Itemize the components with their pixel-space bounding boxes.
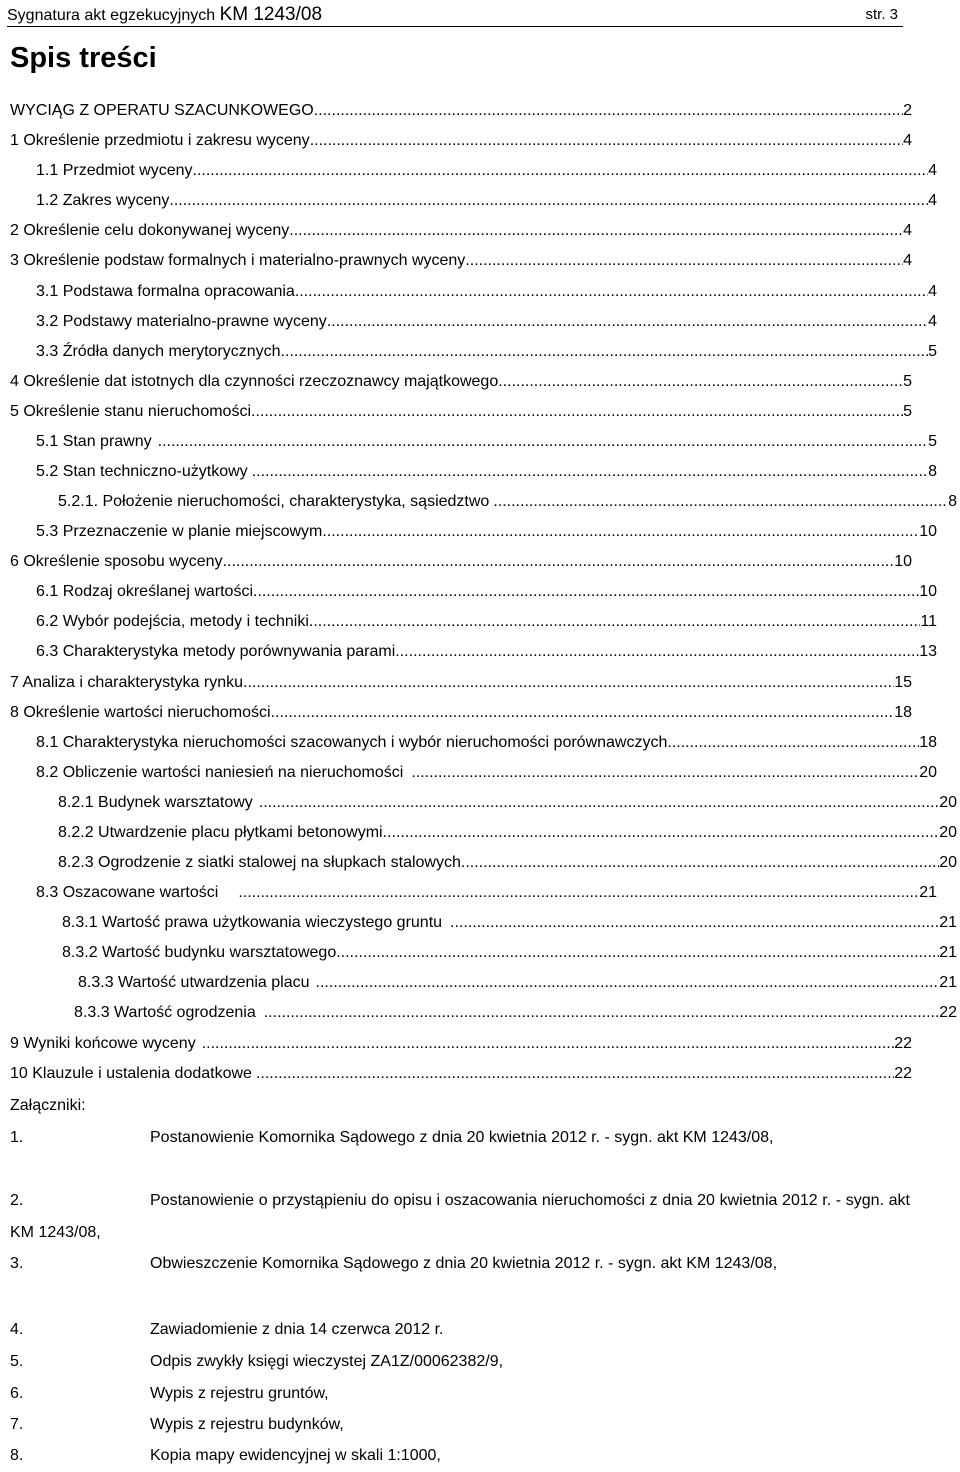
toc-entry-page: 18 [894, 704, 912, 721]
toc-leader-dots [158, 431, 928, 453]
toc-entry-label: 1.1 Przedmiot wyceny [36, 162, 193, 179]
toc-entry[interactable] [36, 882, 937, 904]
toc-leader-dots [309, 611, 921, 633]
toc-entry[interactable] [36, 521, 937, 543]
attachment-item [10, 1248, 910, 1280]
attachment-item [10, 1185, 910, 1249]
toc-entry[interactable] [36, 281, 937, 303]
toc-leader-dots [450, 912, 939, 934]
toc-leader-dots [336, 942, 939, 964]
toc-entry-page: 21 [939, 974, 957, 991]
toc-leader-dots [252, 461, 928, 483]
toc-leader-dots [411, 762, 919, 784]
toc-leader-dots [264, 1002, 939, 1024]
toc-entry-page: 10 [894, 553, 912, 570]
toc-entry-label: 2 Określenie celu dokonywanej wyceny [10, 222, 290, 239]
toc-leader-dots [310, 130, 903, 152]
toc-leader-dots [251, 401, 903, 423]
attachment-text: Postanowienie Komornika Sądowego z dnia 20 kwietnia 2012 r. - sygn. akt KM 1243/08, [150, 1129, 774, 1146]
toc-entry-label: 10 Klauzule i ustalenia dodatkowe [10, 1065, 252, 1082]
toc-leader-dots [289, 220, 903, 242]
toc-entry-page: 15 [894, 674, 912, 691]
toc-leader-dots [281, 341, 929, 363]
toc-entry[interactable] [10, 1063, 912, 1085]
toc-entry-label: 8 Określenie wartości nieruchomości [10, 704, 271, 721]
attachment-number: 1. [10, 1129, 24, 1146]
header-title [7, 4, 322, 26]
toc-entry-label: 5.3 Przeznaczenie w planie miejscowym [36, 523, 323, 540]
toc-entry-label: 6.2 Wybór podejścia, metody i techniki [36, 613, 309, 630]
toc-entry-label: 5.2.1. Położenie nieruchomości, charakterystyka, sąsiedztwo [58, 493, 490, 510]
toc-entry[interactable] [36, 431, 937, 453]
toc-leader-dots [259, 792, 939, 814]
toc-entry-page: 20 [939, 854, 957, 871]
header-doc-title-text: Sygnatura akt egzekucyjnych [7, 7, 216, 24]
toc-entry-page: 5 [903, 373, 912, 390]
attachment-text: Wypis z rejestru budynków, [150, 1416, 344, 1433]
toc-entry-page: 21 [939, 944, 957, 961]
toc-entry-page: 13 [919, 643, 937, 660]
toc-leader-dots [314, 100, 903, 122]
toc-entry-page: 18 [919, 734, 937, 751]
toc-entry[interactable] [78, 972, 957, 994]
attachment-item [10, 1122, 910, 1154]
toc-entry[interactable] [36, 611, 937, 633]
attachment-item [10, 1409, 910, 1441]
toc-entry[interactable] [36, 762, 937, 784]
toc-leader-dots [271, 702, 895, 724]
toc-entry-page: 22 [894, 1065, 912, 1082]
toc-entry[interactable] [58, 491, 957, 513]
toc-entry-page: 4 [928, 283, 937, 300]
toc-entry[interactable] [36, 311, 937, 333]
toc-entry[interactable] [36, 160, 937, 182]
toc-entry[interactable] [10, 130, 912, 152]
attachment-item [10, 1314, 910, 1346]
attachment-number: 6. [10, 1385, 24, 1402]
toc-entry[interactable] [58, 822, 957, 844]
toc-entry[interactable] [36, 732, 937, 754]
toc-entry-label: 8.2 Obliczenie wartości naniesień na nieruchomości [36, 764, 404, 781]
toc-entry-label: 8.3 Oszacowane wartości [36, 884, 219, 901]
attachment-number: 7. [10, 1416, 24, 1433]
toc-entry-label: 5.2 Stan techniczno-użytkowy [36, 463, 248, 480]
toc-entry[interactable] [58, 852, 957, 874]
toc-entry[interactable] [74, 1002, 957, 1024]
toc-entry-label: 8.3.3 Wartość utwardzenia placu [78, 974, 310, 991]
toc-entry-label: 7 Analiza i charakterystyka rynku [10, 674, 243, 691]
attachment-text: Obwieszczenie Komornika Sądowego z dnia 20 kwietnia 2012 r. - sygn. akt KM 1243/08, [150, 1255, 778, 1272]
toc-entry-label: WYCIĄG Z OPERATU SZACUNKOWEGO [10, 102, 314, 119]
toc-entry-page: 5 [928, 343, 937, 360]
toc-entry-label: 8.3.2 Wartość budynku warsztatowego [62, 944, 337, 961]
toc-entry-page: 5 [903, 403, 912, 420]
toc-entry-label: 8.2.1 Budynek warsztatowy [58, 794, 253, 811]
toc-entry-label: 4 Określenie dat istotnych dla czynności rzeczoznawcy majątkowego [10, 373, 499, 390]
toc-leader-dots [202, 1033, 895, 1055]
toc-entry-page: 4 [903, 222, 912, 239]
toc-entry-page: 4 [928, 162, 937, 179]
toc-entry-label: 6.3 Charakterystyka metody porównywania parami [36, 643, 396, 660]
toc-entry-page: 20 [939, 794, 957, 811]
toc-leader-dots [395, 641, 919, 663]
toc-entry-label: 6 Określenie sposobu wyceny [10, 553, 223, 570]
toc-entry-page: 4 [928, 192, 937, 209]
toc-entry[interactable] [10, 220, 912, 242]
toc-entry-label: 8.2.3 Ogrodzenie z siatki stalowej na słupkach stalowych [58, 854, 461, 871]
page-header [7, 2, 903, 27]
toc-entry[interactable] [10, 401, 912, 423]
toc-entry-label: 1 Określenie przedmiotu i zakresu wyceny [10, 132, 310, 149]
toc-entry-label: 3.3 Źródła danych merytorycznych [36, 343, 281, 360]
toc-leader-dots [498, 371, 903, 393]
toc-entry-label: 8.3.3 Wartość ogrodzenia [74, 1004, 256, 1021]
toc-leader-dots [667, 732, 919, 754]
toc-leader-dots [461, 852, 939, 874]
toc-entry-label: 1.2 Zakres wyceny [36, 192, 170, 209]
toc-entry-label: 6.1 Rodzaj określanej wartości [36, 583, 253, 600]
toc-leader-dots [316, 972, 940, 994]
toc-entry-page: 4 [903, 132, 912, 149]
toc-entry-label: 5 Określenie stanu nieruchomości [10, 403, 252, 420]
toc-leader-dots [243, 672, 894, 694]
attachment-number: 3. [10, 1255, 24, 1272]
toc-leader-dots [256, 1063, 894, 1085]
toc-entry[interactable] [10, 371, 912, 393]
attachment-number: 8. [10, 1447, 24, 1464]
header-case-number: KM 1243/08 [219, 4, 323, 25]
toc-entry-page: 8 [948, 493, 957, 510]
toc-entry-label: 5.1 Stan prawny [36, 433, 152, 450]
toc-entry-label: 8.3.1 Wartość prawa użytkowania wieczystego gruntu [62, 914, 443, 931]
attachment-text: Wypis z rejestru gruntów, [150, 1385, 329, 1402]
toc-entry-label: 9 Wyniki końcowe wyceny [10, 1035, 196, 1052]
attachment-item [10, 1440, 910, 1472]
toc-entry-page: 8 [928, 463, 937, 480]
toc-entry[interactable] [10, 672, 912, 694]
toc-entry[interactable] [10, 702, 912, 724]
toc-entry-page: 22 [939, 1004, 957, 1021]
toc-entry-label: 3.1 Podstawa formalna opracowania [36, 283, 295, 300]
toc-entry-page: 22 [894, 1035, 912, 1052]
toc-leader-dots [327, 311, 928, 333]
attachment-number: 2. [10, 1192, 24, 1209]
toc-leader-dots [193, 160, 929, 182]
toc-entry[interactable] [10, 250, 912, 272]
attachment-item [10, 1346, 910, 1378]
toc-entry-page: 5 [928, 433, 937, 450]
toc-entry-page: 2 [903, 102, 912, 119]
toc-entry-label: 3 Określenie podstaw formalnych i materialno-prawnych wyceny [10, 252, 466, 269]
toc-leader-dots [383, 822, 940, 844]
attachment-number: 5. [10, 1353, 24, 1370]
attachment-text: Zawiadomienie z dnia 14 czerwca 2012 r. [150, 1321, 444, 1338]
toc-entry-page: 10 [919, 583, 937, 600]
toc-leader-dots [223, 551, 895, 573]
attachment-item [10, 1378, 910, 1410]
attachment-text: Odpis zwykły księgi wieczystej ZA1Z/00062382/9, [150, 1353, 504, 1370]
toc-entry[interactable] [36, 641, 937, 663]
toc-leader-dots [465, 250, 903, 272]
toc-title: Spis treści [10, 42, 157, 74]
attachments-heading: Załączniki: [10, 1097, 86, 1114]
toc-entry-page: 4 [903, 252, 912, 269]
toc-entry-page: 21 [919, 884, 937, 901]
toc-leader-dots [253, 581, 919, 603]
attachment-text: Kopia mapy ewidencyjnej w skali 1:1000, [150, 1447, 441, 1464]
toc-entry[interactable] [10, 1033, 912, 1055]
toc-leader-dots [322, 521, 919, 543]
toc-leader-dots [169, 190, 928, 212]
toc-entry-label: 8.1 Charakterystyka nieruchomości szacowanych i wybór nieruchomości porównawczych [36, 734, 668, 751]
toc-leader-dots [295, 281, 928, 303]
toc-entry[interactable] [62, 942, 957, 964]
toc-entry-label: 8.2.2 Utwardzenie placu płytkami betonowymi [58, 824, 383, 841]
toc-entry-page: 21 [939, 914, 957, 931]
toc-leader-dots [238, 882, 919, 904]
toc-entry[interactable] [36, 461, 937, 483]
toc-entry[interactable] [36, 190, 937, 212]
toc-leader-dots [493, 491, 948, 513]
toc-entry[interactable] [58, 792, 957, 814]
toc-entry-label: 3.2 Podstawy materialno-prawne wyceny [36, 313, 327, 330]
attachment-number: 4. [10, 1321, 24, 1338]
header-page-number: str. 3 [865, 6, 898, 23]
toc-entry-page: 10 [919, 523, 937, 540]
toc-entry[interactable] [36, 341, 937, 363]
toc-entry[interactable] [10, 100, 912, 122]
toc-entry-page: 20 [939, 824, 957, 841]
toc-entry-page: 4 [928, 313, 937, 330]
toc-entry[interactable] [62, 912, 957, 934]
toc-entry-page: 20 [919, 764, 937, 781]
toc-entry[interactable] [36, 581, 937, 603]
toc-entry[interactable] [10, 551, 912, 573]
attachment-text: Postanowienie o przystąpieniu do opisu i oszacowania nieruchomości z dnia 20 kwietnia 2012 r. - sygn. akt KM 1243/08, [10, 1192, 910, 1241]
toc-entry-page: 11 [920, 613, 937, 630]
